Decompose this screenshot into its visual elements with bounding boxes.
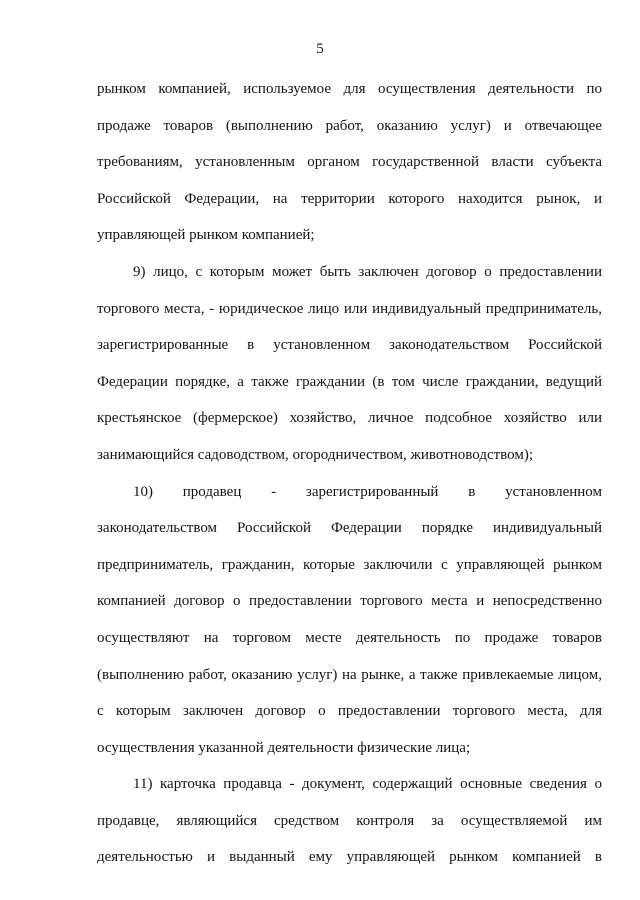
body-text: [97, 76, 602, 881]
paragraph-item-10: [97, 479, 602, 772]
text-line: Российской Федерации, на территории которого находится рынок, и: [97, 190, 602, 207]
text-line: продавце, являющийся средством контроля за осуществляемой им: [97, 812, 602, 829]
text-line: осуществляют на торговом месте деятельность по продаже товаров: [97, 629, 602, 646]
paragraph-item-11: [97, 771, 602, 881]
text-line: предприниматель, гражданин, которые заключили с управляющей рынком: [97, 556, 602, 573]
text-line: рынком компанией, используемое для осуществления деятельности по: [97, 81, 602, 97]
text-line: 11) карточка продавца - документ, содержащий основные сведения о: [133, 776, 602, 793]
text-line: требованиям, установленным органом государственной власти субъекта: [97, 154, 602, 171]
text-line: деятельностью и выданный ему управляющей рынком компанией в: [97, 849, 602, 866]
paragraph-continuation: [97, 76, 602, 259]
text-line: с которым заключен договор о предоставлении торгового места, для: [97, 703, 602, 720]
text-line: занимающийся садоводством, огородничеством, животноводством);: [97, 446, 534, 463]
text-line: продаже товаров (выполнению работ, оказанию услуг) и отвечающее: [97, 117, 602, 134]
text-line: Федерации порядке, а также граждании (в том числе граждании, ведущий: [97, 373, 602, 390]
text-line: компанией договор о предоставлении торгового места и непосредственно: [97, 593, 602, 610]
text-line: торгового места, - юридическое лицо или индивидуальный предприниматель,: [97, 300, 602, 317]
text-line: 10) продавец - зарегистрированный в установленном: [133, 483, 602, 500]
paragraph-item-9: [97, 259, 602, 479]
page-number: 5: [316, 41, 324, 57]
text-line: управляющей рынком компанией;: [97, 227, 315, 244]
text-line: (выполнению работ, оказанию услуг) на рынке, а также привлекаемые лицом,: [97, 666, 602, 683]
text-line: законодательством Российской Федерации порядке индивидуальный: [97, 520, 602, 537]
text-line: осуществления указанной деятельности физические лица;: [97, 739, 471, 756]
text-line: крестьянское (фермерское) хозяйство, личное подсобное хозяйство или: [97, 410, 602, 427]
text-line: зарегистрированные в установленном законодательством Российской: [97, 337, 602, 354]
text-line: 9) лицо, с которым может быть заключен договор о предоставлении: [133, 263, 602, 280]
